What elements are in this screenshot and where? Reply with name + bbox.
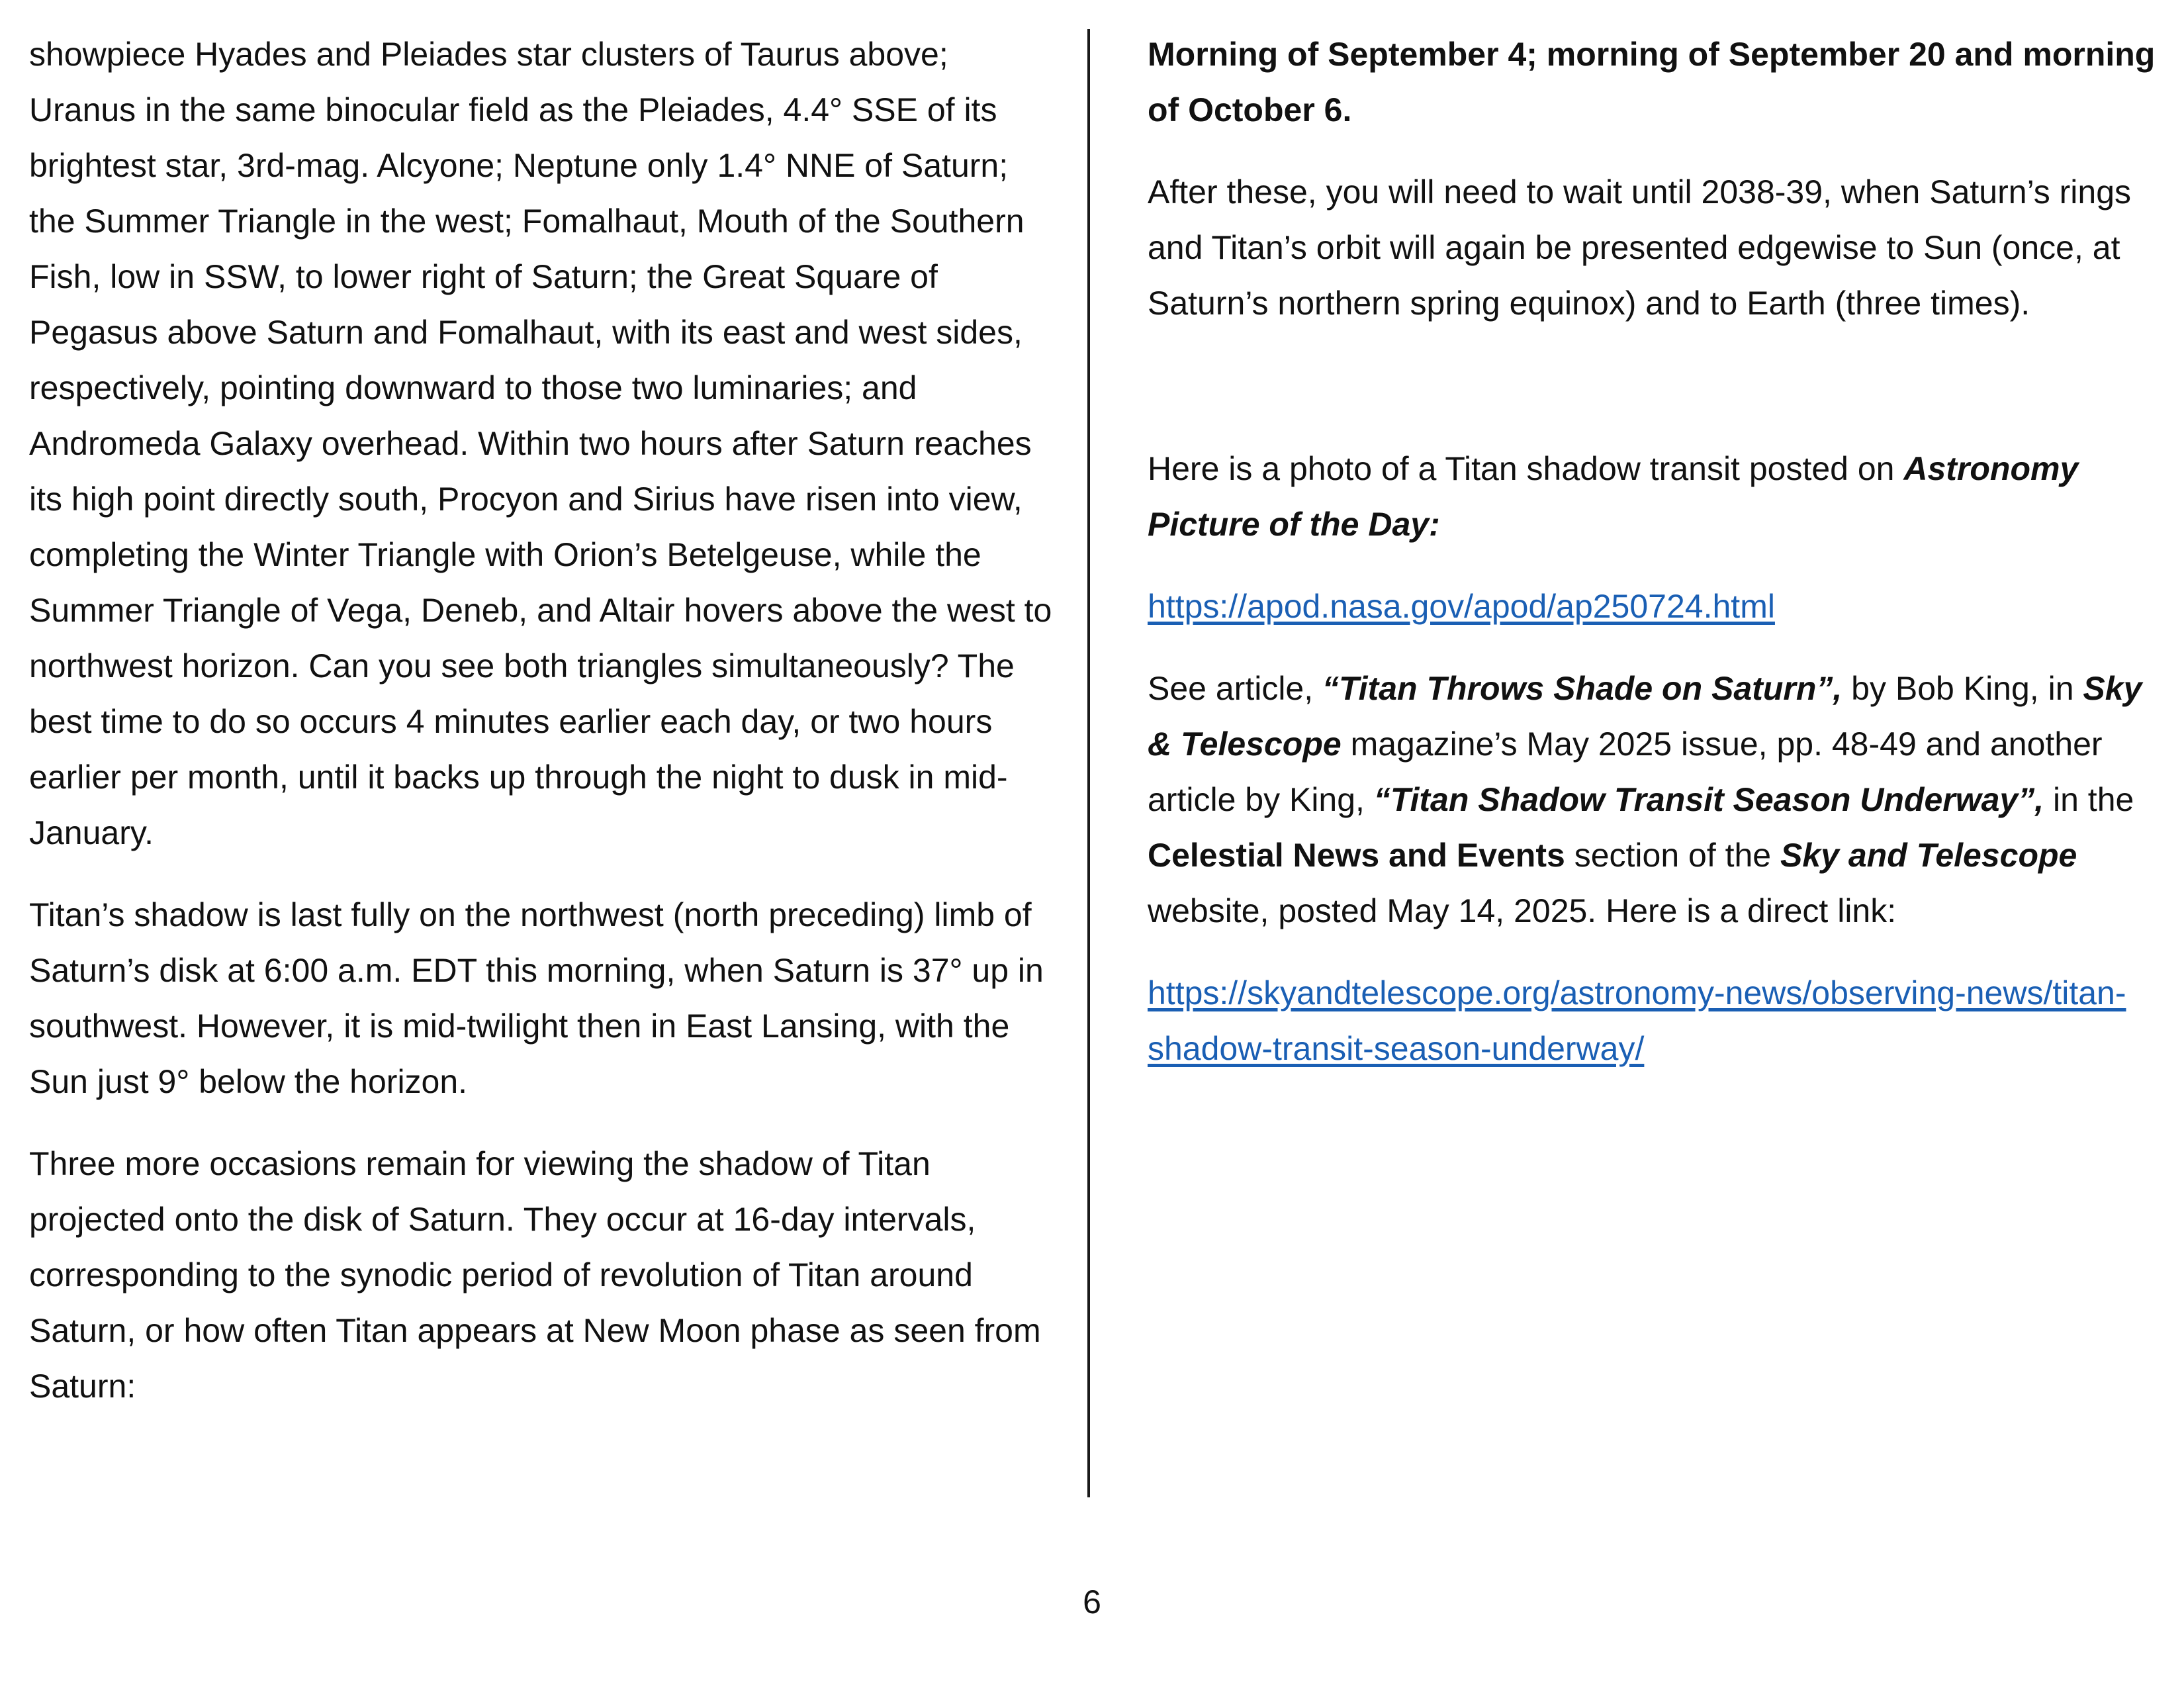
- paragraph-articles: [1148, 661, 2160, 939]
- section-name: Celestial News and Events: [1148, 837, 1565, 874]
- in-the-text: in the: [2044, 781, 2134, 818]
- page-number: 6: [1083, 1583, 1101, 1620]
- sky-link-paragraph: [1148, 965, 2160, 1076]
- paragraph-night-sky: showpiece Hyades and Pleiades star clusters of Taurus above; Uranus in the same binocular field as the Pleiades, 4.4° SSE of its brightest star, 3rd-mag. Alcyone; Neptune only 1.4° NNE of Saturn; the Summer Triangle in the west; Fomalhaut, Mouth of the Southern Fish, low in SSW, to lower right of Saturn; the Great Square of Pegasus above Saturn and Fomalhaut, with its east and west sides, respectively, pointing downward to those two luminaries; and Andromeda Galaxy overhead. Within two hours after Saturn reaches its high point directly south, Procyon and Sirius have risen into view, completing the Winter Triangle with Orion’s Betelgeuse, while the Summer Triangle of Vega, Deneb, and Altair hovers above the west to northwest horizon. Can you see both triangles simultaneously? The best time to do so occurs 4 minutes earlier each day, or two hours earlier per month, until it backs up through the night to dusk in mid-January.: [29, 36, 1052, 851]
- paragraph-next-season: After these, you will need to wait until 2038-39, when Saturn’s rings and Titan’s orbit will again be presented edgewise to Sun (once, at Saturn’s northern spring equinox) and to Earth (three times).: [1148, 173, 2132, 322]
- right-column: [1148, 26, 2160, 1103]
- see-article-text: See article,: [1148, 670, 1323, 707]
- sky-telescope-link[interactable]: https://skyandtelescope.org/astronomy-news/observing-news/titan-shadow-transit-season-underway/: [1148, 974, 2126, 1067]
- apod-link[interactable]: https://apod.nasa.gov/apod/ap250724.html: [1148, 588, 1775, 625]
- photo-intro-text: Here is a photo of a Titan shadow transit posted on: [1148, 450, 1904, 487]
- paragraph-occasions: Three more occasions remain for viewing the shadow of Titan projected onto the disk of Saturn. They occur at 16-day intervals, corresponding to the synodic period of revolution of Titan around Saturn, or how often Titan appears at New Moon phase as seen from Saturn:: [29, 1145, 1041, 1405]
- transit-dates: [1148, 26, 2160, 138]
- left-column: [29, 26, 1062, 1440]
- website-name: Sky and Telescope: [1780, 837, 2077, 874]
- paragraph-titan-shadow: Titan’s shadow is last fully on the northwest (north preceding) limb of Saturn’s disk at 6:00 a.m. EDT this morning, when Saturn is 37° up in southwest. However, it is mid-twilight then in East Lansing, with the Sun just 9° below the horizon.: [29, 896, 1044, 1100]
- section-of-text: section of the: [1565, 837, 1781, 874]
- website-posted-text: website, posted May 14, 2025. Here is a direct link:: [1148, 892, 1897, 929]
- article1-by-text: by Bob King, in: [1842, 670, 2083, 707]
- apod-link-paragraph: [1148, 579, 2160, 634]
- column-divider: [1087, 29, 1090, 1497]
- transit-dates-text: Morning of September 4; morning of September 20 and morning of October 6.: [1148, 36, 2156, 128]
- magazine-name: Sky & Telescope: [1148, 670, 2142, 763]
- magazine-issue-text: magazine’s May 2025 issue, pp. 48-49 and another article by King,: [1148, 726, 2103, 818]
- apod-source-title: Astronomy Picture of the Day:: [1148, 450, 2079, 543]
- article1-title: “Titan Throws Shade on Saturn”,: [1322, 670, 1843, 707]
- article2-title: “Titan Shadow Transit Season Underway”,: [1373, 781, 2044, 818]
- paragraph-photo-intro: [1148, 441, 2160, 552]
